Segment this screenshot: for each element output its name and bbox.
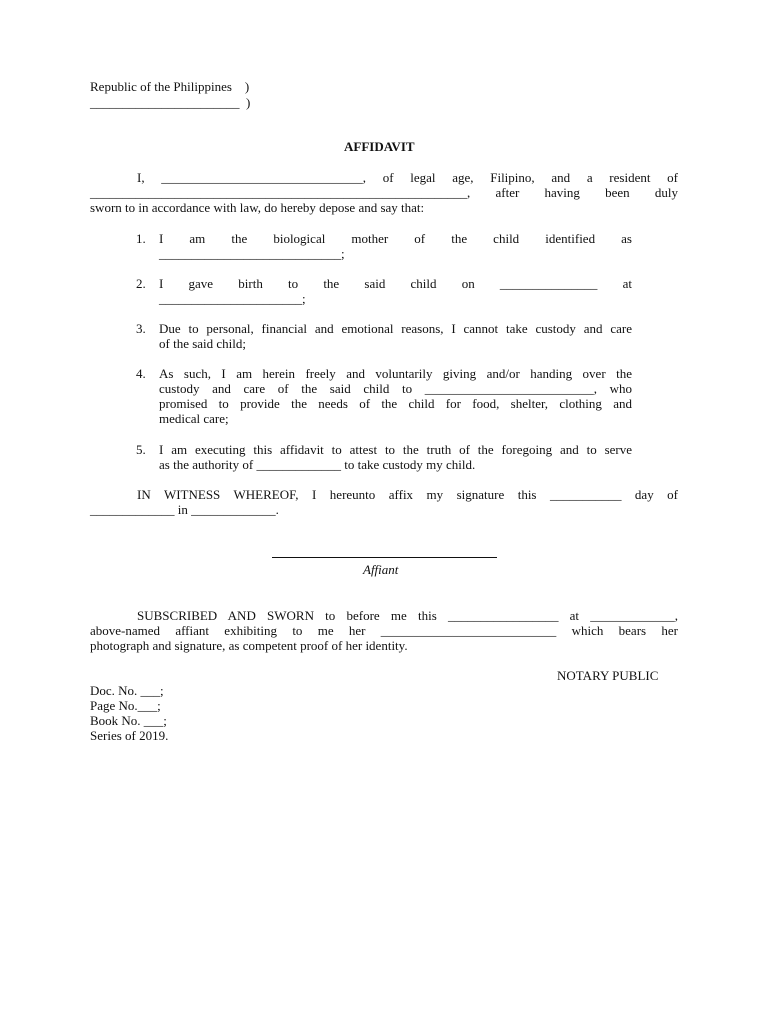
notary-public-label: NOTARY PUBLIC [557,668,659,683]
jurat-line-2: above-named affiant exhibiting to me her ___________________________ which bears her [90,623,678,638]
item-line: I am executing this affidavit to attest to the truth of the foregoing and to serve [159,442,632,457]
item-line: I am the biological mother of the child identified as [159,231,632,246]
item-number: 1. [136,231,146,246]
intro-paragraph [90,170,678,215]
item-number: 4. [136,366,146,381]
item-1-text [159,231,632,261]
item-number: 3. [136,321,146,336]
series-year: Series of 2019. [90,728,169,743]
intro-line-2: __________________________________________________________, after having been duly [90,185,678,200]
document-title: AFFIDAVIT [344,139,415,154]
item-5-text [159,442,632,472]
page-number: Page No.___; [90,698,161,713]
jurat-line-3: photograph and signature, as competent proof of her identity. [90,638,408,653]
jurat-paragraph [90,608,678,653]
item-line-last: of the said child; [159,336,247,351]
witness-line-1: IN WITNESS WHEREOF, I hereunto affix my signature this ___________ day of [137,487,678,502]
item-line: Due to personal, financial and emotional reasons, I cannot take custody and care [159,321,632,336]
item-line: I gave birth to the said child on _______________ at [159,276,632,291]
item-4-text [159,366,632,426]
item-line-last: ______________________; [159,291,306,306]
item-line: promised to provide the needs of the child for food, shelter, clothing and [159,396,632,411]
header-blank-line: _______________________ ) [90,95,251,110]
item-line-last: medical care; [159,411,229,426]
item-3-text [159,321,632,351]
book-number: Book No. ___; [90,713,167,728]
intro-line-1: I, _______________________________, of legal age, Filipino, and a resident of [137,170,678,185]
item-line-last: as the authority of _____________ to take custody my child. [159,457,476,472]
witness-paragraph [90,487,678,517]
header-republic: Republic of the Philippines ) [90,79,250,94]
item-number: 2. [136,276,146,291]
item-2-text [159,276,632,306]
doc-number: Doc. No. ___; [90,683,164,698]
item-line: As such, I am herein freely and voluntarily giving and/or handing over the [159,366,632,381]
affiant-label: Affiant [363,562,399,577]
item-line-last: ____________________________; [159,246,345,261]
intro-line-3: sworn to in accordance with law, do hereby depose and say that: [90,200,425,215]
item-number: 5. [136,442,146,457]
item-line: custody and care of the said child to __________________________, who [159,381,632,396]
jurat-line-1: SUBSCRIBED AND SWORN to before me this _________________ at _____________, [137,608,678,623]
witness-line-2: _____________ in _____________. [90,502,279,517]
signature-line [272,557,497,558]
